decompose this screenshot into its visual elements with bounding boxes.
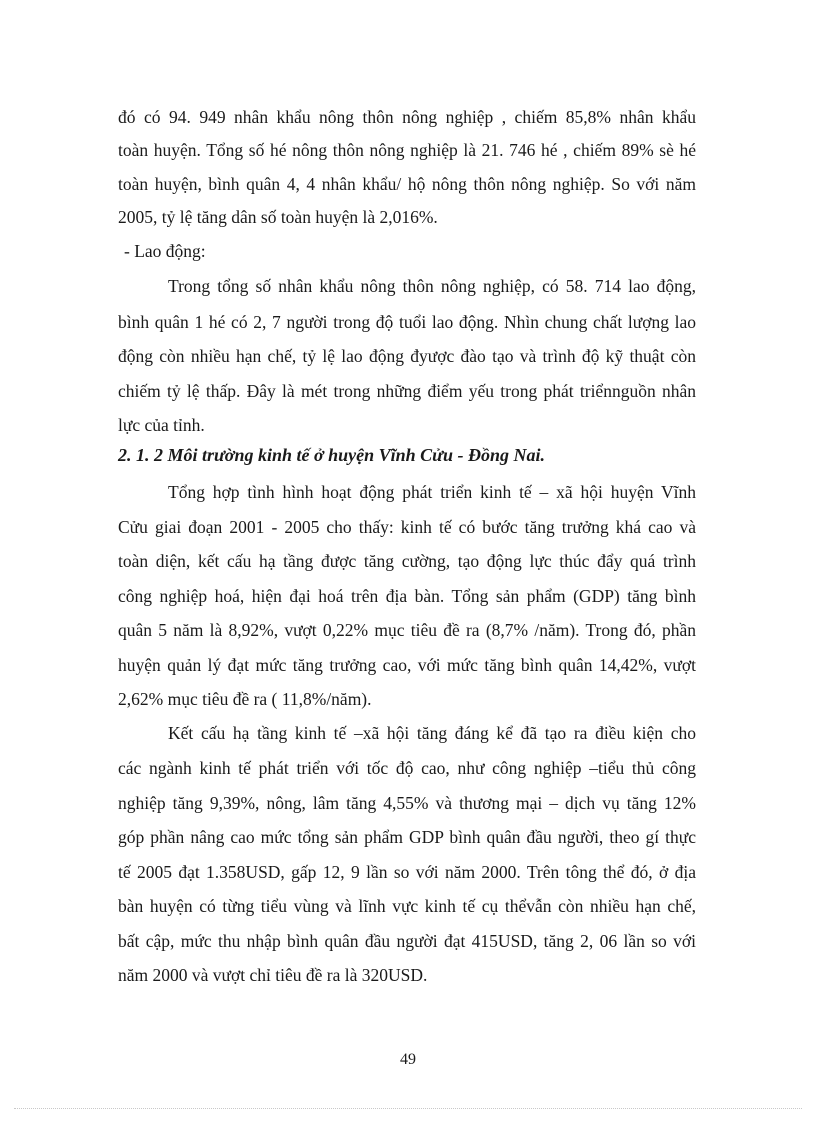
paragraph-4-line-2: các ngành kinh tế phát triển với tốc độ cao, như công nghiệp –tiểu thủ công [118, 758, 696, 778]
paragraph-2-line-1: Trong tổng số nhân khẩu nông thôn nông nghiệp, có 58. 714 lao động, [168, 276, 696, 296]
paragraph-1-line-4: 2005, tỷ lệ tăng dân số toàn huyện là 2,016%. [118, 207, 438, 227]
paragraph-2-line-4: chiếm tỷ lệ thấp. Đây là mét trong những điểm yếu trong phát triểnnguồn nhân [118, 381, 696, 401]
paragraph-1-line-3: toàn huyện, bình quân 4, 4 nhân khẩu/ hộ nông thôn nông nghiệp. So với năm [118, 174, 696, 194]
paragraph-4-line-8: năm 2000 và vượt chỉ tiêu đề ra là 320USD. [118, 965, 428, 985]
paragraph-3-line-2: Cửu giai đoạn 2001 - 2005 cho thấy: kinh tế có bước tăng trưởng khá cao và [118, 517, 696, 537]
paragraph-1-line-1: đó có 94. 949 nhân khẩu nông thôn nông nghiệp , chiếm 85,8% nhân khẩu [118, 107, 696, 127]
paragraph-3-line-6: huyện quản lý đạt mức tăng trưởng cao, với mức tăng bình quân 14,42%, vượt [118, 655, 696, 675]
paragraph-3-line-1: Tổng hợp tình hình hoạt động phát triển kinh tế – xã hội huyện Vĩnh [168, 482, 696, 502]
paragraph-1-line-2: toàn huyện. Tổng số hé nông thôn nông nghiệp là 21. 746 hé , chiếm 89% sè hé [118, 140, 696, 160]
paragraph-3-line-7: 2,62% mục tiêu đề ra ( 11,8%/năm). [118, 689, 372, 709]
section-heading: 2. 1. 2 Môi trường kinh tế ở huyện Vĩnh Cửu - Đồng Nai. [118, 445, 545, 465]
paragraph-2-line-2: bình quân 1 hé có 2, 7 người trong độ tuổi lao động. Nhìn chung chất lượng lao [118, 312, 696, 332]
labor-label: - Lao động: [124, 241, 206, 261]
paragraph-2-line-3: động còn nhiều hạn chế, tỷ lệ lao động đyược đào tạo và trình độ kỹ thuật còn [118, 346, 696, 366]
paragraph-4-line-7: bất cập, mức thu nhập bình quân đầu người đạt 415USD, tăng 2, 06 lần so với [118, 931, 696, 951]
paragraph-2-line-5: lực của tỉnh. [118, 415, 205, 435]
paragraph-4-line-1: Kết cấu hạ tầng kinh tế –xã hội tăng đáng kể đã tạo ra điều kiện cho [168, 723, 696, 743]
paragraph-3-line-3: toàn diện, kết cấu hạ tầng được tăng cường, tạo động lực thúc đẩy quá trình [118, 551, 696, 571]
page-bottom-border [14, 1108, 802, 1109]
paragraph-4-line-5: tế 2005 đạt 1.358USD, gấp 12, 9 lần so với năm 2000. Trên tông thể đó, ở địa [118, 862, 696, 882]
page-number: 49 [400, 1051, 416, 1068]
paragraph-4-line-4: góp phần nâng cao mức tổng sản phẩm GDP bình quân đầu người, theo gí thực [118, 827, 696, 847]
paragraph-3-line-4: công nghiệp hoá, hiện đại hoá trên địa bàn. Tổng sản phẩm (GDP) tăng bình [118, 586, 696, 606]
paragraph-4-line-6: bàn huyện có từng tiểu vùng và lĩnh vực kinh tế cụ thểvẫn còn nhiều hạn chế, [118, 896, 696, 916]
paragraph-4-line-3: nghiệp tăng 9,39%, nông, lâm tăng 4,55% và thương mại – dịch vụ tăng 12% [118, 793, 696, 813]
paragraph-3-line-5: quân 5 năm là 8,92%, vượt 0,22% mục tiêu đề ra (8,7% /năm). Trong đó, phần [118, 620, 696, 640]
